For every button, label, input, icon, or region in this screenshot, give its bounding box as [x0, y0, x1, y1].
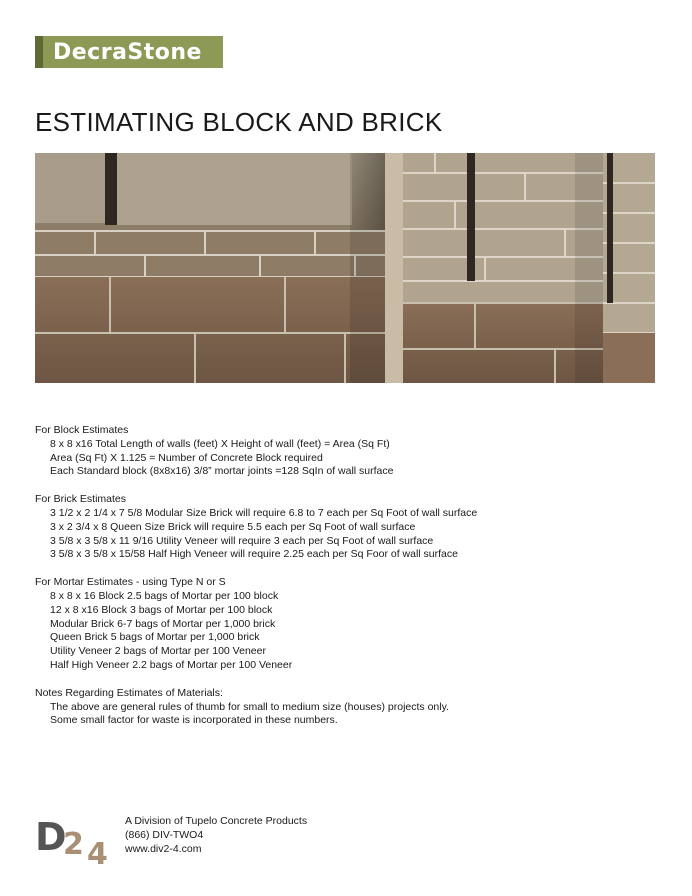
section-heading: For Brick Estimates: [35, 493, 127, 506]
section-line: 3 1/2 x 2 1/4 x 7 5/8 Modular Size Brick will require 6.8 to 7 each per Sq Foot of wall surface: [50, 506, 478, 519]
d24-logo: [35, 814, 115, 866]
estimate-section: [35, 687, 655, 728]
page-title: ESTIMATING BLOCK AND BRICK: [35, 107, 443, 137]
section-line: 3 5/8 x 3 5/8 x 15/58 Half High Veneer will require 2.25 each per Sq Foor of wall surface: [50, 548, 458, 561]
section-line: 12 x 8 x16 Block 3 bags of Mortar per 100 block: [50, 603, 273, 616]
section-line: 3 x 2 3/4 x 8 Queen Size Brick will require 5.5 each per Sq Foot of wall surface: [50, 520, 416, 533]
section-line: 8 x 8 x16 Total Length of walls (feet) X Height of wall (feet) = Area (Sq Ft): [50, 437, 390, 450]
footer-website[interactable]: www.div2-4.com: [125, 842, 202, 855]
footer-phone: (866) DIV-TWO4: [125, 828, 204, 841]
estimate-section: [35, 576, 655, 673]
section-heading: For Block Estimates: [35, 424, 129, 436]
footer-division: A Division of Tupelo Concrete Products: [125, 815, 308, 827]
section-line: Queen Brick 5 bags of Mortar per 1,000 brick: [50, 631, 260, 644]
estimate-section: [35, 493, 655, 562]
estimate-section: [35, 424, 655, 479]
logo-accent-bar: [35, 36, 43, 68]
d24-logo-4: 4: [87, 837, 108, 866]
logo-wordmark: DecraStone: [53, 39, 202, 65]
section-heading: For Mortar Estimates - using Type N or S: [35, 576, 226, 589]
section-line: Utility Veneer 2 bags of Mortar per 100 Veneer: [50, 645, 266, 658]
estimates-content: [35, 424, 655, 742]
decrastone-logo: [35, 36, 223, 68]
section-line: The above are general rules of thumb for small to medium size (houses) projects only.: [50, 700, 449, 713]
d24-logo-2: 2: [63, 827, 84, 862]
section-heading: Notes Regarding Estimates of Materials:: [35, 686, 223, 699]
section-line: Half High Veneer 2.2 bags of Mortar per 100 Veneer: [50, 658, 293, 671]
footer-contact: [125, 815, 307, 856]
section-line: 8 x 8 x 16 Block 2.5 bags of Mortar per 100 block: [50, 589, 279, 602]
d24-logo-d: D: [35, 815, 67, 859]
block-brick-wall-photo: [35, 153, 655, 383]
section-line: Area (Sq Ft) X 1.125 = Number of Concrete Block required: [50, 451, 323, 464]
section-line: Each Standard block (8x8x16) 3/8” mortar joints =128 SqIn of wall surface: [50, 465, 394, 478]
section-line: Modular Brick 6-7 bags of Mortar per 1,000 brick: [50, 617, 276, 630]
section-line: 3 5/8 x 3 5/8 x 11 9/16 Utility Veneer will require 3 each per Sq Foot of wall surface: [50, 534, 434, 547]
section-line: Some small factor for waste is incorporated in these numbers.: [50, 714, 338, 727]
